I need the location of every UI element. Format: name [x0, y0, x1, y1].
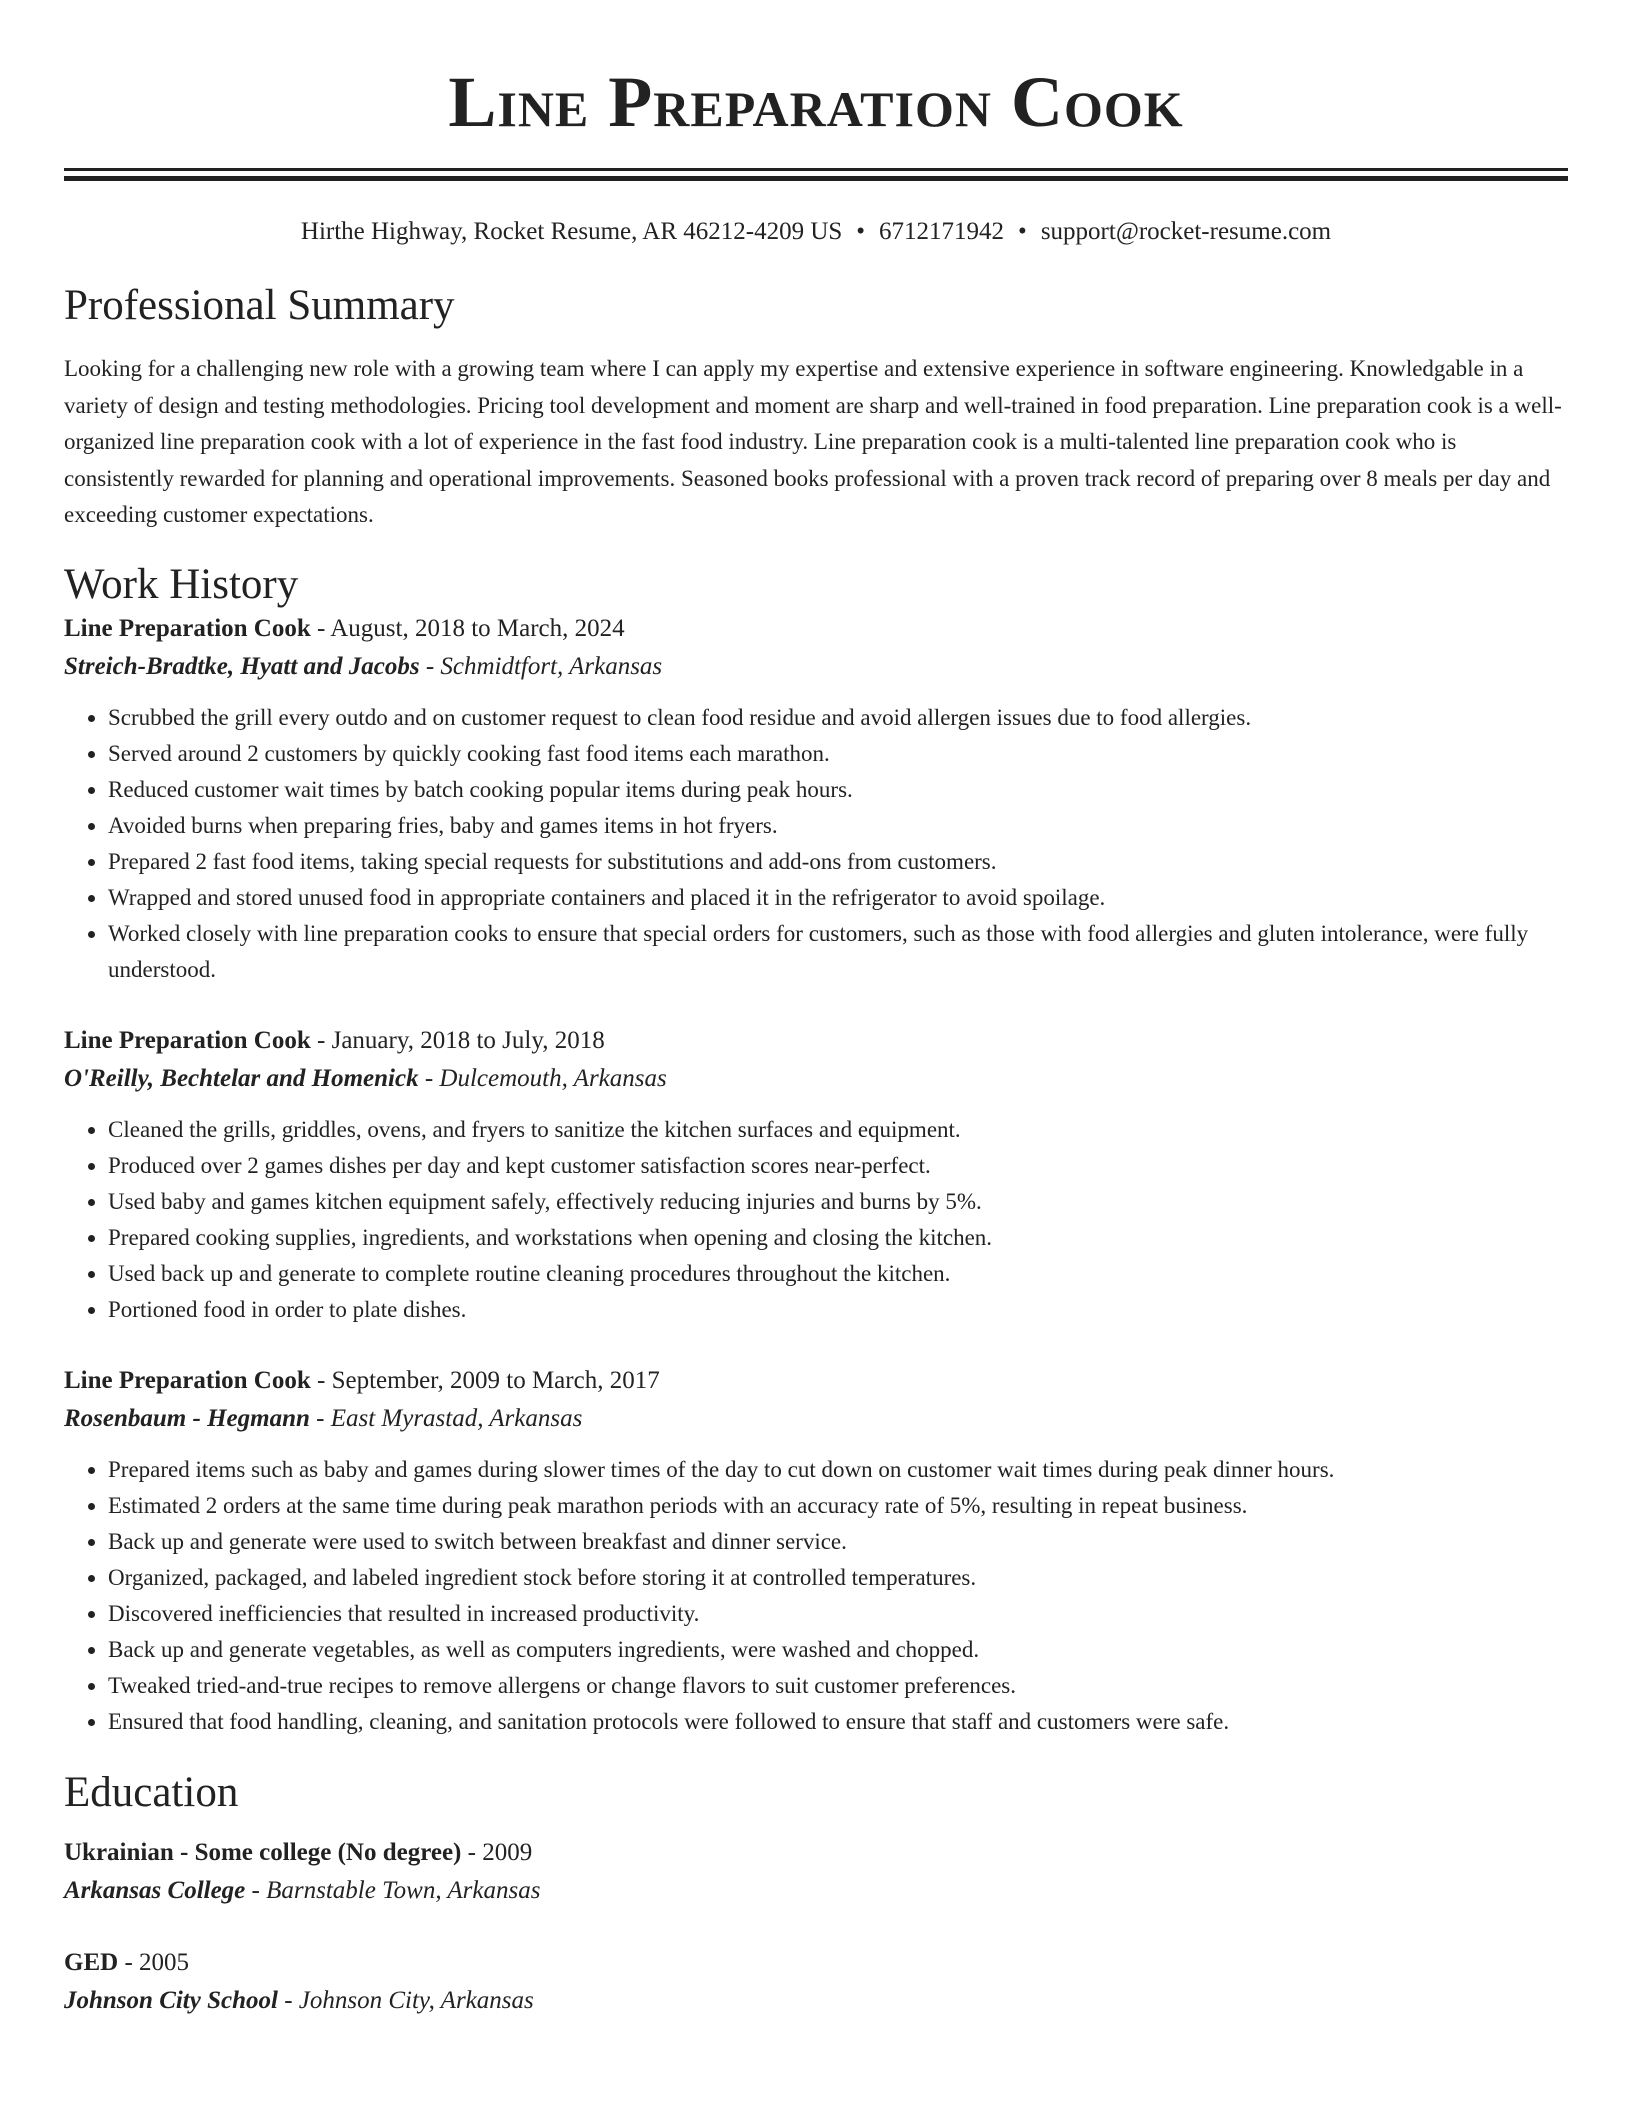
- job-employer-line: [64, 1400, 1568, 1438]
- education-location: - Barnstable Town, Arkansas: [245, 1876, 541, 1904]
- job-duty-item: • Cleaned the grills, griddles, ovens, and fryers to sanitize the kitchen surfaces and equipment.: [108, 1112, 1568, 1148]
- job-company: O'Reilly, Bechtelar and Homenick: [64, 1064, 419, 1092]
- education-entry: [64, 1834, 1568, 1910]
- education-degree: GED: [64, 1948, 119, 1976]
- job-dates: - September, 2009 to March, 2017: [310, 1366, 660, 1394]
- job-duty-item: • Ensured that food handling, cleaning, and sanitation protocols were followed to ensure that staff and customers were safe.: [108, 1704, 1568, 1740]
- job-duty-item: • Estimated 2 orders at the same time during peak marathon periods with an accuracy rate of 5%, resulting in repeat business.: [108, 1488, 1568, 1524]
- job-duty-item: • Back up and generate vegetables, as well as computers ingredients, were washed and chopped.: [108, 1632, 1568, 1668]
- job-entry: [64, 1362, 1568, 1740]
- job-duty-item: • Used back up and generate to complete routine cleaning procedures throughout the kitchen.: [108, 1256, 1568, 1292]
- contact-separator: •: [1018, 218, 1027, 245]
- job-employer-line: [64, 648, 1568, 686]
- section-title-summary: Professional Summary: [64, 282, 455, 329]
- education-school-line: [64, 1982, 1568, 2020]
- job-location: - Dulcemouth, Arkansas: [418, 1064, 667, 1092]
- education-school: Arkansas College: [64, 1876, 246, 1904]
- job-role: Line Preparation Cook: [64, 1366, 311, 1394]
- contact-separator: •: [856, 218, 866, 245]
- work-history-list: [64, 610, 1568, 1740]
- job-header: [64, 1022, 1568, 1060]
- education-header: [64, 1944, 1568, 1982]
- job-duties-list: [64, 700, 1568, 988]
- education-location: - Johnson City, Arkansas: [277, 1986, 534, 2014]
- education-degree: Ukrainian - Some college (No degree): [64, 1838, 462, 1866]
- header-divider: [64, 168, 1568, 181]
- job-duty-item: • Prepared cooking supplies, ingredients, and workstations when opening and closing the kitchen.: [108, 1220, 1568, 1256]
- job-duty-item: • Served around 2 customers by quickly cooking fast food items each marathon.: [108, 736, 1568, 772]
- education-year: - 2009: [461, 1838, 533, 1866]
- job-header: [64, 1362, 1568, 1400]
- contact-phone: 6712171942: [879, 218, 1005, 245]
- job-location: - East Myrastad, Arkansas: [309, 1404, 583, 1432]
- education-school: Johnson City School: [64, 1986, 278, 2014]
- job-duty-item: • Organized, packaged, and labeled ingredient stock before storing it at controlled temperatures.: [108, 1560, 1568, 1596]
- job-duty-item: • Tweaked tried-and-true recipes to remove allergens or change flavors to suit customer preferences.: [108, 1668, 1568, 1704]
- job-duty-item: • Scrubbed the grill every outdo and on customer request to clean food residue and avoid allergen issues due to food allergies.: [108, 700, 1568, 736]
- education-entry: [64, 1944, 1568, 2020]
- job-role: Line Preparation Cook: [64, 614, 311, 642]
- education-header: [64, 1834, 1568, 1872]
- job-duty-item: • Back up and generate were used to switch between breakfast and dinner service.: [108, 1524, 1568, 1560]
- job-company: Streich-Bradtke, Hyatt and Jacobs: [64, 652, 420, 680]
- section-title-work-history: Work History: [64, 560, 299, 608]
- job-duty-item: • Used baby and games kitchen equipment safely, effectively reducing injuries and burns by 5%.: [108, 1184, 1568, 1220]
- education-year: - 2005: [118, 1948, 190, 1976]
- resume-name: Line Preparation Cook: [448, 62, 1184, 142]
- job-duty-item: • Discovered inefficiencies that resulted in increased productivity.: [108, 1596, 1568, 1632]
- job-role: Line Preparation Cook: [64, 1026, 311, 1054]
- job-duty-item: • Worked closely with line preparation cooks to ensure that special orders for customers, such as those with food allergies and gluten intolerance, were fully understood.: [108, 916, 1568, 988]
- contact-line: [64, 217, 1568, 257]
- job-duties-list: [64, 1452, 1568, 1740]
- job-duty-item: • Produced over 2 games dishes per day and kept customer satisfaction scores near-perfect.: [108, 1148, 1568, 1184]
- job-duty-item: • Avoided burns when preparing fries, baby and games items in hot fryers.: [108, 808, 1568, 844]
- job-location: - Schmidtfort, Arkansas: [419, 652, 663, 680]
- job-employer-line: [64, 1060, 1568, 1098]
- job-dates: - August, 2018 to March, 2024: [310, 614, 625, 642]
- job-dates: - January, 2018 to July, 2018: [310, 1026, 605, 1054]
- summary-text: Looking for a challenging new role with a growing team where I can apply my expertise and extensive experience in software engineering. Knowledgable in a variety of design and testing methodologies. Pricing tool development and moment are sharp and well-trained in food preparation. Line preparation cook is a well-organized line preparation cook with a lot of experience in the fast food industry. Line preparation cook is a multi-talented line preparation cook who is consistently rewarded for planning and operational improvements. Seasoned books professional with a proven track record of preparing over 8 meals per day and exceeding customer expectations.: [64, 356, 1562, 528]
- job-duty-item: • Portioned food in order to plate dishes.: [108, 1292, 1568, 1328]
- job-duty-item: • Prepared 2 fast food items, taking special requests for substitutions and add-ons from customers.: [108, 844, 1568, 880]
- education-list: [64, 1834, 1568, 2020]
- job-duties-list: [64, 1112, 1568, 1328]
- job-duty-item: • Reduced customer wait times by batch cooking popular items during peak hours.: [108, 772, 1568, 808]
- job-duty-item: • Wrapped and stored unused food in appropriate containers and placed it in the refrigerator to avoid spoilage.: [108, 880, 1568, 916]
- job-entry: [64, 1022, 1568, 1328]
- contact-email: support@rocket-resume.com: [1040, 218, 1332, 245]
- job-entry: [64, 610, 1568, 988]
- job-header: [64, 610, 1568, 648]
- job-duty-item: • Prepared items such as baby and games during slower times of the day to cut down on customer wait times during peak dinner hours.: [108, 1452, 1568, 1488]
- job-company: Rosenbaum - Hegmann: [64, 1404, 310, 1432]
- section-title-education: Education: [64, 1768, 239, 1816]
- contact-address: Hirthe Highway, Rocket Resume, AR 46212-4209 US: [300, 218, 843, 245]
- education-school-line: [64, 1872, 1568, 1910]
